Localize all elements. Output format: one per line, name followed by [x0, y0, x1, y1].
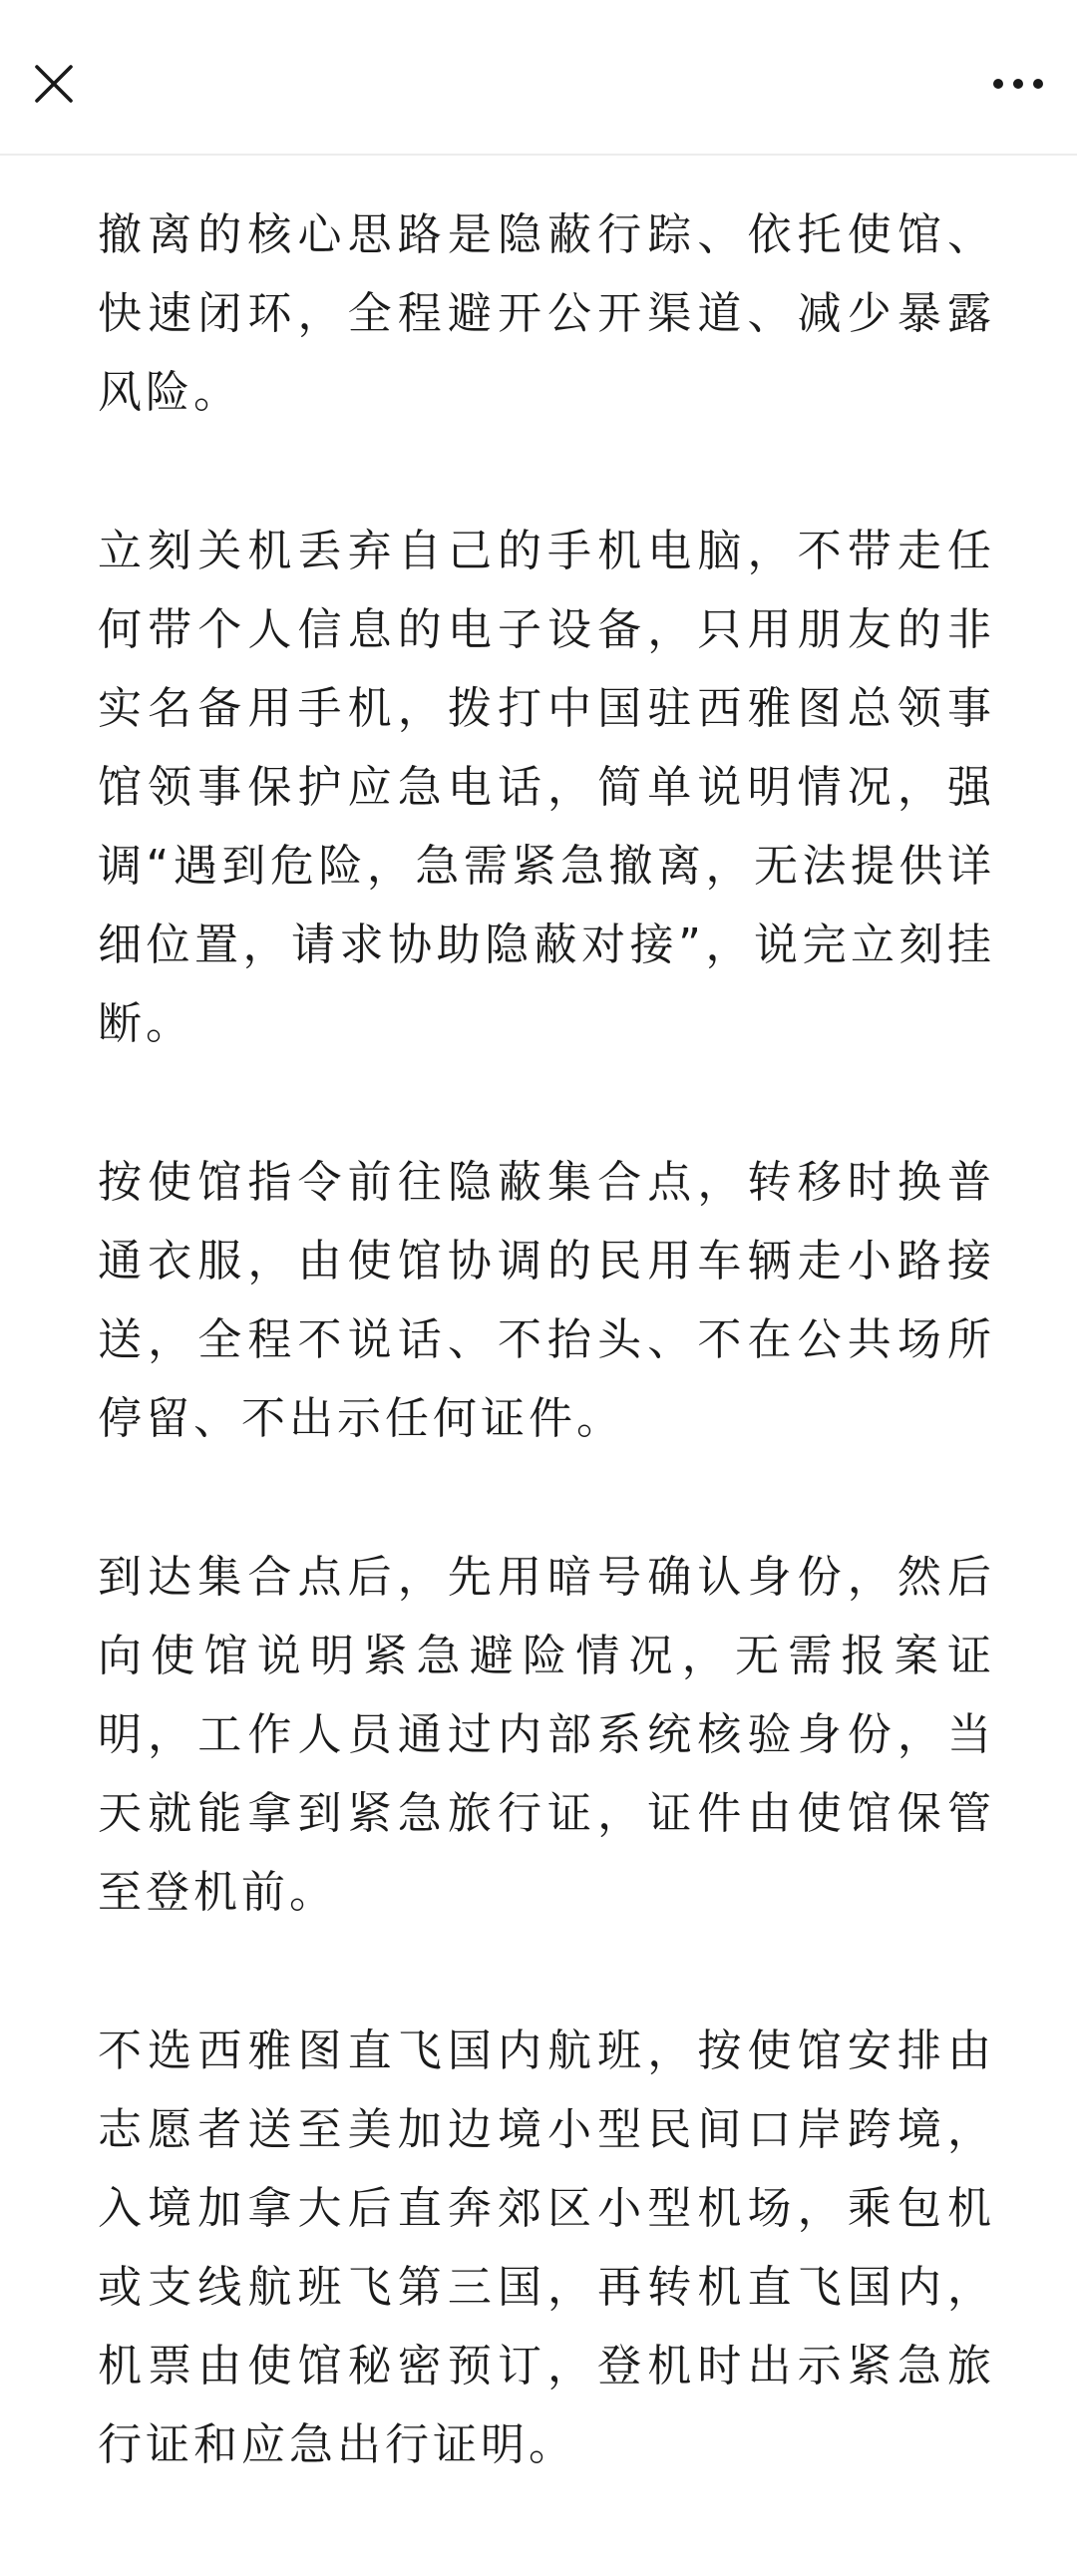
top-navigation-bar	[0, 0, 1077, 156]
article-paragraph-3: 按使馆指令前往隐蔽集合点，转移时换普通衣服，由使馆协调的民用车辆走小路接送，全程不说话、不抬头、不在公共场所停留、不出示任何证件。	[98, 1157, 995, 1444]
more-options-button[interactable]	[981, 50, 1055, 118]
article-paragraph-5: 不选西雅图直飞国内航班，按使馆安排由志愿者送至美加边境小型民间口岸跨境，入境加拿大后直奔郊区小型机场，乘包机或支线航班飞第三国，再转机直飞国内，机票由使馆秘密预订，登机时出示紧急旅行证和应急出行证明。	[98, 2025, 995, 2470]
article-paragraph-2: 立刻关机丢弃自己的手机电脑，不带走任何带个人信息的电子设备，只用朋友的非实名备用手机，拨打中国驻西雅图总领事馆领事保护应急电话，简单说明情况，强调“遇到危险，急需紧急撤离，无法提供详细位置，请求协助隐蔽对接”，说完立刻挂断。	[98, 526, 995, 1049]
more-horizontal-icon	[992, 78, 1044, 90]
close-icon	[34, 64, 74, 104]
article-paragraph-1: 撤离的核心思路是隐蔽行踪、依托使馆、快速闭环，全程避开公开渠道、减少暴露风险。	[98, 209, 995, 418]
article-body	[98, 195, 995, 2564]
close-button[interactable]	[20, 50, 88, 118]
article-paragraph-4: 到达集合点后，先用暗号确认身份，然后向使馆说明紧急避险情况，无需报案证明，工作人员通过内部系统核验身份，当天就能拿到紧急旅行证，证件由使馆保管至登机前。	[98, 1552, 995, 1918]
